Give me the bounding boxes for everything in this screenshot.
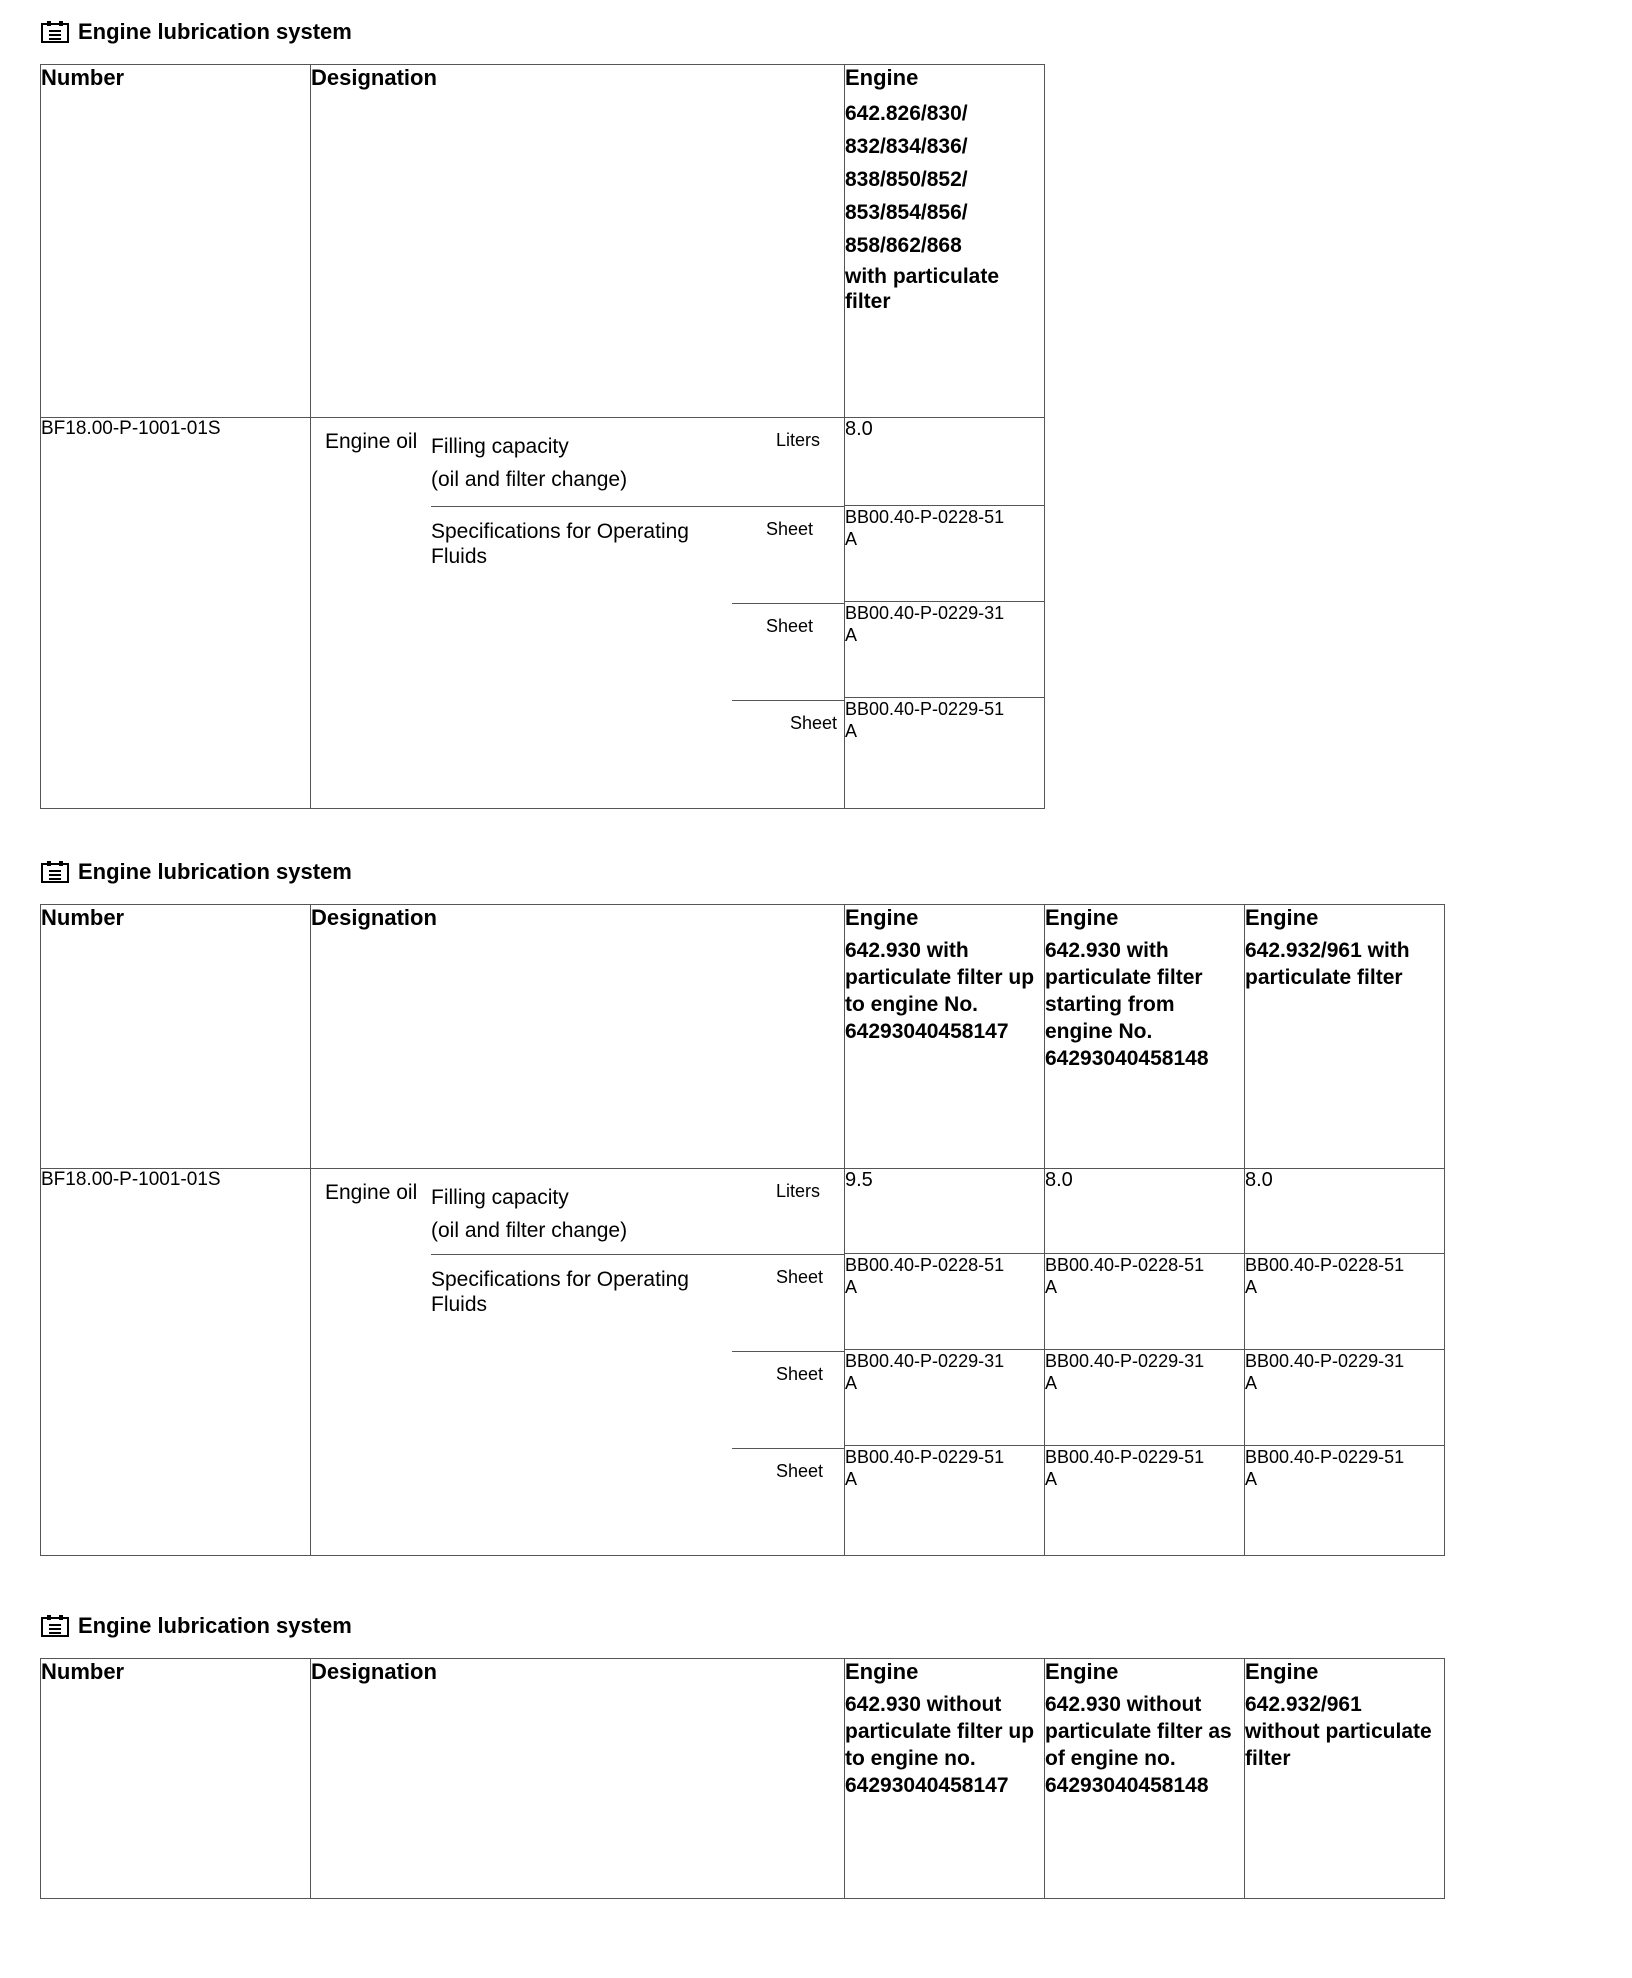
section-header: [40, 16, 1045, 48]
section-2: [40, 856, 1445, 1556]
sheet-row: [732, 1255, 844, 1352]
header-row: [41, 65, 1045, 418]
engine-description: 642.932/961 with particulate filter: [1245, 939, 1410, 989]
section-header: [40, 856, 1445, 888]
filling-capacity-sub: (oil and filter change): [431, 1219, 628, 1242]
document-icon: [40, 860, 70, 884]
data-row: [41, 1169, 1445, 1254]
filling-capacity-label: Filling capacity: [431, 435, 569, 458]
section-header: [40, 1610, 1445, 1642]
data-row: [41, 418, 1045, 506]
sheet-row: [732, 1352, 844, 1449]
engine-description: 642.930 with particulate filter starting from engine No. 64293040458148: [1045, 939, 1209, 1070]
sheet-value: BB00.40-P-0229-31 A: [1045, 1350, 1245, 1446]
engine-label: Engine: [845, 905, 919, 930]
section-title: Engine lubrication system: [78, 859, 352, 884]
filling-capacity-label: Filling capacity: [431, 1186, 569, 1209]
header-designation: Designation: [311, 65, 845, 418]
part-number: BF18.00-P-1001-01S: [41, 1169, 311, 1556]
header-row: [41, 905, 1445, 1169]
sheet-value: BB00.40-P-0229-31 A: [845, 602, 1045, 698]
sheet-row: [766, 701, 844, 734]
sheet-value: BB00.40-P-0229-51 A: [845, 1446, 1045, 1556]
unit-sheet: Sheet: [766, 616, 814, 636]
section-title: Engine lubrication system: [78, 19, 352, 44]
engine-line: 838/850/852/: [845, 168, 968, 191]
engine-line: 832/834/836/: [845, 135, 968, 158]
designation-engine-oil: Engine oil: [325, 1181, 418, 1204]
header-engine: [1245, 905, 1445, 1169]
sheet-value: BB00.40-P-0229-51 A: [1045, 1446, 1245, 1556]
filling-capacity-row: [431, 1169, 844, 1255]
sheet-value: BB00.40-P-0229-31 A: [845, 1350, 1045, 1446]
spec-label: [431, 1255, 776, 1482]
designation-engine-oil: Engine oil: [325, 430, 418, 453]
sheet-row: [732, 507, 844, 604]
engine-models: [845, 97, 1044, 314]
engine-description: 642.930 without particulate filter as of engine no. 64293040458148: [1045, 1693, 1232, 1797]
spec-line: Specifications for Operating: [431, 520, 689, 543]
engine-tail: with particulate filter: [845, 265, 1000, 313]
sheet-row: [732, 604, 844, 701]
unit-sheet: Sheet: [776, 1461, 824, 1481]
section-3: [40, 1610, 1445, 1899]
sheet-value: BB00.40-P-0228-51 A: [1045, 1254, 1245, 1350]
spec-table-3: [40, 1658, 1445, 1899]
designation-cell: [311, 1169, 845, 1556]
designation-cell: [311, 418, 845, 809]
unit-sheet: Sheet: [776, 1364, 824, 1384]
sheet-value: BB00.40-P-0228-51 A: [845, 506, 1045, 602]
engine-label: Engine: [1245, 1659, 1319, 1684]
header-designation: Designation: [311, 905, 845, 1169]
header-engine: [1045, 1659, 1245, 1899]
spec-table-1: [40, 64, 1045, 809]
document-icon: [40, 20, 70, 44]
sheet-value: BB00.40-P-0228-51 A: [1245, 1254, 1445, 1350]
sheet-value: BB00.40-P-0229-31 A: [1245, 1350, 1445, 1446]
engine-line: 858/862/868: [845, 234, 962, 257]
sheet-value: BB00.40-P-0229-51 A: [845, 698, 1045, 809]
header-number: Number: [41, 905, 311, 1169]
spec-line: Specifications for Operating: [431, 1268, 689, 1291]
header-row: [41, 1659, 1445, 1899]
spec-table-2: [40, 904, 1445, 1556]
filling-capacity-row: [431, 418, 844, 507]
capacity-value: 9.5: [845, 1169, 1045, 1254]
engine-label: Engine: [1245, 905, 1319, 930]
sheet-row: [776, 1449, 844, 1482]
document-icon: [40, 1614, 70, 1638]
header-number: Number: [41, 1659, 311, 1899]
engine-label: Engine: [845, 65, 919, 90]
unit-sheet: Sheet: [790, 713, 838, 733]
engine-label: Engine: [1045, 1659, 1119, 1684]
sheet-value: BB00.40-P-0229-51 A: [1245, 1446, 1445, 1556]
engine-description: 642.932/961 without particulate filter: [1245, 1693, 1432, 1770]
unit-sheet: Sheet: [766, 519, 814, 539]
header-engine: [1045, 905, 1245, 1169]
engine-line: 642.826/830/: [845, 102, 968, 125]
engine-label: Engine: [1045, 905, 1119, 930]
filling-capacity-sub: (oil and filter change): [431, 468, 628, 491]
capacity-value: 8.0: [1045, 1169, 1245, 1254]
capacity-value: 8.0: [1245, 1169, 1445, 1254]
section-title: Engine lubrication system: [78, 1613, 352, 1638]
engine-description: 642.930 without particulate filter up to engine no. 64293040458147: [845, 1693, 1035, 1797]
header-engine: [845, 65, 1045, 418]
unit-liters: Liters: [776, 430, 821, 450]
header-designation: Designation: [311, 1659, 845, 1899]
header-engine: [845, 905, 1045, 1169]
spec-line: Fluids: [431, 1293, 488, 1316]
spec-line: Fluids: [431, 545, 488, 568]
section-1: [40, 16, 1045, 809]
capacity-value: 8.0: [845, 418, 1045, 506]
unit-sheet: Sheet: [776, 1267, 824, 1287]
header-number: Number: [41, 65, 311, 418]
header-engine: [1245, 1659, 1445, 1899]
engine-label: Engine: [845, 1659, 919, 1684]
sheet-value: BB00.40-P-0228-51 A: [845, 1254, 1045, 1350]
spec-label: [431, 507, 776, 734]
engine-description: 642.930 with particulate filter up to engine No. 64293040458147: [845, 939, 1035, 1043]
unit-liters: Liters: [776, 1181, 821, 1201]
engine-line: 853/854/856/: [845, 201, 968, 224]
part-number: BF18.00-P-1001-01S: [41, 418, 311, 809]
header-engine: [845, 1659, 1045, 1899]
